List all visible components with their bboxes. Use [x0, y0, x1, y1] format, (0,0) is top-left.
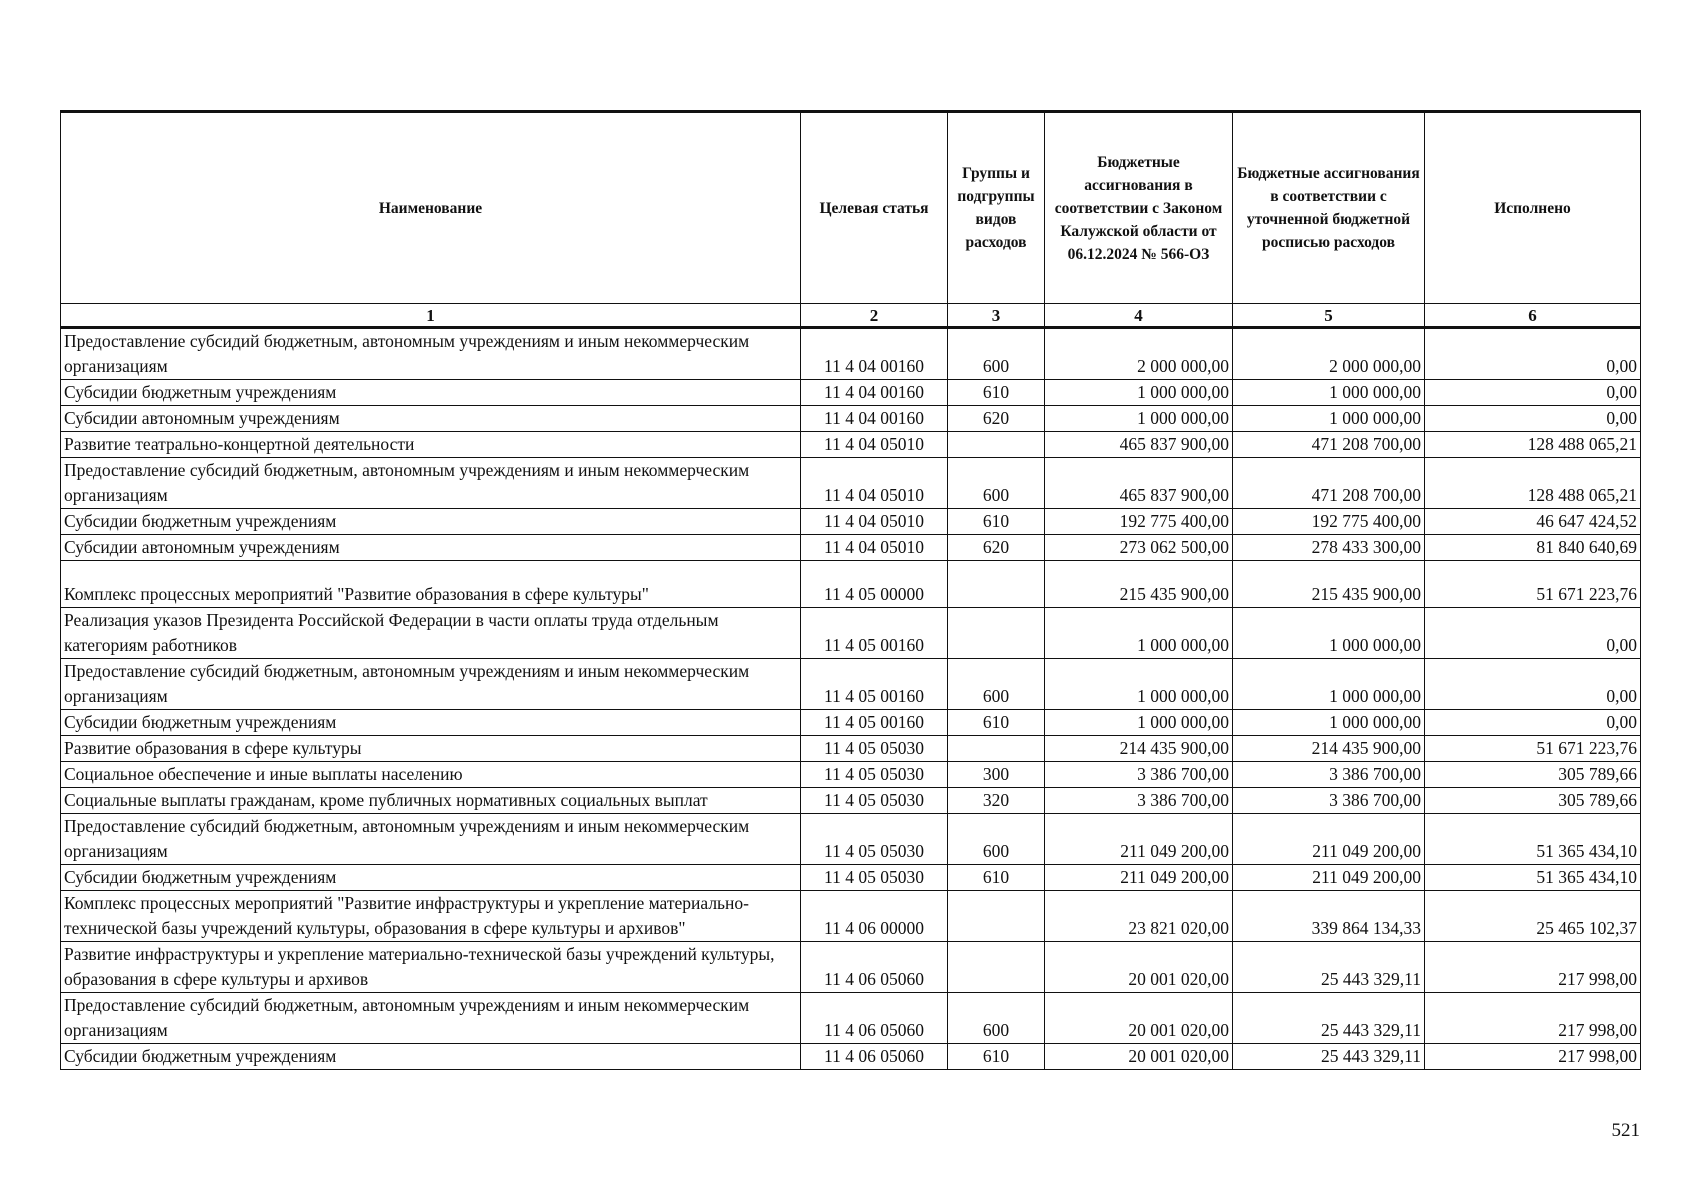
row-name-cell: Реализация указов Президента Российской Федерации в части оплаты труда отдельным категориям работников	[61, 608, 801, 659]
row-group-cell	[948, 891, 1045, 942]
row-target-article-cell: 11 4 05 05030	[801, 762, 948, 788]
row-executed-amount-cell: 128 488 065,21	[1425, 432, 1641, 458]
table-row	[61, 814, 1641, 865]
table-row	[61, 993, 1641, 1044]
row-group-cell: 600	[948, 328, 1045, 380]
row-target-article-cell: 11 4 04 00160	[801, 328, 948, 380]
table-row	[61, 942, 1641, 993]
row-group-cell	[948, 432, 1045, 458]
table-row	[61, 608, 1641, 659]
row-executed-amount-cell: 46 647 424,52	[1425, 509, 1641, 535]
column-number: 6	[1425, 304, 1641, 328]
row-group-cell: 620	[948, 535, 1045, 561]
table-row	[61, 891, 1641, 942]
row-executed-amount-cell: 0,00	[1425, 380, 1641, 406]
row-law-amount-cell: 3 386 700,00	[1045, 788, 1233, 814]
row-name-cell: Субсидии бюджетным учреждениям	[61, 710, 801, 736]
row-target-article-cell: 11 4 04 05010	[801, 432, 948, 458]
row-group-cell: 600	[948, 458, 1045, 509]
row-target-article-cell: 11 4 05 00160	[801, 710, 948, 736]
row-target-article-cell: 11 4 04 00160	[801, 380, 948, 406]
row-refined-amount-cell: 3 386 700,00	[1233, 788, 1425, 814]
row-refined-amount-cell: 211 049 200,00	[1233, 814, 1425, 865]
row-law-amount-cell: 1 000 000,00	[1045, 710, 1233, 736]
row-executed-amount-cell: 81 840 640,69	[1425, 535, 1641, 561]
table-row	[61, 458, 1641, 509]
row-executed-amount-cell: 0,00	[1425, 328, 1641, 380]
row-name-cell: Развитие инфраструктуры и укрепление материально-технической базы учреждений культуры, образования в сфере культуры и архивов	[61, 942, 801, 993]
row-executed-amount-cell: 25 465 102,37	[1425, 891, 1641, 942]
table-row	[61, 710, 1641, 736]
row-group-cell	[948, 608, 1045, 659]
row-target-article-cell: 11 4 06 00000	[801, 891, 948, 942]
header-target-article: Целевая статья	[801, 112, 948, 304]
table-row	[61, 865, 1641, 891]
row-target-article-cell: 11 4 06 05060	[801, 993, 948, 1044]
table-row	[61, 380, 1641, 406]
row-refined-amount-cell: 25 443 329,11	[1233, 1044, 1425, 1070]
header-row	[61, 112, 1641, 304]
column-number: 2	[801, 304, 948, 328]
row-name-cell: Социальное обеспечение и иные выплаты населению	[61, 762, 801, 788]
row-executed-amount-cell: 0,00	[1425, 406, 1641, 432]
row-name-cell: Субсидии бюджетным учреждениям	[61, 380, 801, 406]
row-target-article-cell: 11 4 04 05010	[801, 458, 948, 509]
table-row	[61, 1044, 1641, 1070]
row-law-amount-cell: 1 000 000,00	[1045, 659, 1233, 710]
row-target-article-cell: 11 4 05 00160	[801, 608, 948, 659]
row-name-cell: Предоставление субсидий бюджетным, автономным учреждениям и иным некоммерческим организациям	[61, 814, 801, 865]
row-target-article-cell: 11 4 06 05060	[801, 942, 948, 993]
row-law-amount-cell: 465 837 900,00	[1045, 458, 1233, 509]
row-executed-amount-cell: 51 365 434,10	[1425, 814, 1641, 865]
row-name-cell: Предоставление субсидий бюджетным, автономным учреждениям и иным некоммерческим организациям	[61, 328, 801, 380]
table-row	[61, 535, 1641, 561]
row-refined-amount-cell: 1 000 000,00	[1233, 608, 1425, 659]
row-target-article-cell: 11 4 05 05030	[801, 736, 948, 762]
row-law-amount-cell: 1 000 000,00	[1045, 406, 1233, 432]
row-name-cell: Социальные выплаты гражданам, кроме публичных нормативных социальных выплат	[61, 788, 801, 814]
row-law-amount-cell: 215 435 900,00	[1045, 561, 1233, 608]
row-executed-amount-cell: 0,00	[1425, 608, 1641, 659]
row-law-amount-cell: 211 049 200,00	[1045, 865, 1233, 891]
column-number-row	[61, 304, 1641, 328]
row-refined-amount-cell: 471 208 700,00	[1233, 458, 1425, 509]
row-law-amount-cell: 1 000 000,00	[1045, 380, 1233, 406]
row-refined-amount-cell: 3 386 700,00	[1233, 762, 1425, 788]
header-executed: Исполнено	[1425, 112, 1641, 304]
row-target-article-cell: 11 4 05 00160	[801, 659, 948, 710]
row-executed-amount-cell: 217 998,00	[1425, 993, 1641, 1044]
row-target-article-cell: 11 4 04 00160	[801, 406, 948, 432]
row-name-cell: Субсидии бюджетным учреждениям	[61, 509, 801, 535]
row-group-cell: 600	[948, 814, 1045, 865]
row-executed-amount-cell: 305 789,66	[1425, 788, 1641, 814]
row-group-cell: 320	[948, 788, 1045, 814]
row-law-amount-cell: 20 001 020,00	[1045, 993, 1233, 1044]
row-law-amount-cell: 20 001 020,00	[1045, 1044, 1233, 1070]
row-group-cell: 600	[948, 993, 1045, 1044]
row-refined-amount-cell: 25 443 329,11	[1233, 993, 1425, 1044]
row-target-article-cell: 11 4 05 05030	[801, 865, 948, 891]
row-executed-amount-cell: 0,00	[1425, 659, 1641, 710]
row-target-article-cell: 11 4 05 00000	[801, 561, 948, 608]
row-name-cell: Предоставление субсидий бюджетным, автономным учреждениям и иным некоммерческим организациям	[61, 993, 801, 1044]
row-group-cell: 610	[948, 380, 1045, 406]
column-number: 5	[1233, 304, 1425, 328]
table-row	[61, 432, 1641, 458]
row-executed-amount-cell: 51 671 223,76	[1425, 561, 1641, 608]
row-group-cell: 610	[948, 710, 1045, 736]
table-row	[61, 788, 1641, 814]
header-groups: Группы и подгруппы видов расходов	[948, 112, 1045, 304]
row-executed-amount-cell: 305 789,66	[1425, 762, 1641, 788]
table-row	[61, 561, 1641, 608]
row-law-amount-cell: 20 001 020,00	[1045, 942, 1233, 993]
row-name-cell: Предоставление субсидий бюджетным, автономным учреждениям и иным некоммерческим организациям	[61, 659, 801, 710]
row-refined-amount-cell: 1 000 000,00	[1233, 380, 1425, 406]
column-number: 3	[948, 304, 1045, 328]
row-executed-amount-cell: 51 671 223,76	[1425, 736, 1641, 762]
row-group-cell	[948, 942, 1045, 993]
table-row	[61, 328, 1641, 380]
row-name-cell: Субсидии автономным учреждениям	[61, 535, 801, 561]
row-target-article-cell: 11 4 05 05030	[801, 814, 948, 865]
row-group-cell: 610	[948, 509, 1045, 535]
row-executed-amount-cell: 0,00	[1425, 710, 1641, 736]
row-target-article-cell: 11 4 04 05010	[801, 535, 948, 561]
row-law-amount-cell: 211 049 200,00	[1045, 814, 1233, 865]
row-refined-amount-cell: 192 775 400,00	[1233, 509, 1425, 535]
table-row	[61, 736, 1641, 762]
row-law-amount-cell: 3 386 700,00	[1045, 762, 1233, 788]
table-body	[61, 328, 1641, 1070]
row-executed-amount-cell: 217 998,00	[1425, 1044, 1641, 1070]
row-law-amount-cell: 1 000 000,00	[1045, 608, 1233, 659]
row-law-amount-cell: 23 821 020,00	[1045, 891, 1233, 942]
row-refined-amount-cell: 339 864 134,33	[1233, 891, 1425, 942]
row-name-cell: Развитие образования в сфере культуры	[61, 736, 801, 762]
row-refined-amount-cell: 471 208 700,00	[1233, 432, 1425, 458]
row-law-amount-cell: 192 775 400,00	[1045, 509, 1233, 535]
row-law-amount-cell: 214 435 900,00	[1045, 736, 1233, 762]
header-law-allocations: Бюджетные ассигнования в соответствии с Законом Калужской области от 06.12.2024 № 566-ОЗ	[1045, 112, 1233, 304]
row-group-cell	[948, 561, 1045, 608]
row-group-cell: 610	[948, 1044, 1045, 1070]
row-executed-amount-cell: 128 488 065,21	[1425, 458, 1641, 509]
row-executed-amount-cell: 51 365 434,10	[1425, 865, 1641, 891]
header-refined-allocations: Бюджетные ассигнования в соответствии с уточненной бюджетной росписью расходов	[1233, 112, 1425, 304]
row-name-cell: Комплекс процессных мероприятий "Развитие образования в сфере культуры"	[61, 561, 801, 608]
row-refined-amount-cell: 215 435 900,00	[1233, 561, 1425, 608]
budget-document	[60, 110, 1640, 1070]
row-refined-amount-cell: 1 000 000,00	[1233, 710, 1425, 736]
row-name-cell: Комплекс процессных мероприятий "Развитие инфраструктуры и укрепление материально-технической базы учреждений культуры, образования в сфере культуры и архивов"	[61, 891, 801, 942]
header-name: Наименование	[61, 112, 801, 304]
row-refined-amount-cell: 2 000 000,00	[1233, 328, 1425, 380]
column-number: 4	[1045, 304, 1233, 328]
row-group-cell: 300	[948, 762, 1045, 788]
row-law-amount-cell: 2 000 000,00	[1045, 328, 1233, 380]
row-refined-amount-cell: 211 049 200,00	[1233, 865, 1425, 891]
row-name-cell: Развитие театрально-концертной деятельности	[61, 432, 801, 458]
row-name-cell: Предоставление субсидий бюджетным, автономным учреждениям и иным некоммерческим организациям	[61, 458, 801, 509]
row-name-cell: Субсидии автономным учреждениям	[61, 406, 801, 432]
table-row	[61, 406, 1641, 432]
row-refined-amount-cell: 1 000 000,00	[1233, 406, 1425, 432]
row-group-cell: 610	[948, 865, 1045, 891]
table-row	[61, 509, 1641, 535]
row-group-cell	[948, 736, 1045, 762]
page-number: 521	[1611, 1120, 1640, 1141]
row-name-cell: Субсидии бюджетным учреждениям	[61, 1044, 801, 1070]
table-row	[61, 659, 1641, 710]
row-law-amount-cell: 273 062 500,00	[1045, 535, 1233, 561]
budget-table	[60, 110, 1641, 1070]
row-refined-amount-cell: 214 435 900,00	[1233, 736, 1425, 762]
row-refined-amount-cell: 25 443 329,11	[1233, 942, 1425, 993]
table-row	[61, 762, 1641, 788]
row-target-article-cell: 11 4 04 05010	[801, 509, 948, 535]
row-name-cell: Субсидии бюджетным учреждениям	[61, 865, 801, 891]
row-refined-amount-cell: 278 433 300,00	[1233, 535, 1425, 561]
row-law-amount-cell: 465 837 900,00	[1045, 432, 1233, 458]
row-group-cell: 600	[948, 659, 1045, 710]
column-number: 1	[61, 304, 801, 328]
row-executed-amount-cell: 217 998,00	[1425, 942, 1641, 993]
row-target-article-cell: 11 4 06 05060	[801, 1044, 948, 1070]
row-refined-amount-cell: 1 000 000,00	[1233, 659, 1425, 710]
row-target-article-cell: 11 4 05 05030	[801, 788, 948, 814]
row-group-cell: 620	[948, 406, 1045, 432]
